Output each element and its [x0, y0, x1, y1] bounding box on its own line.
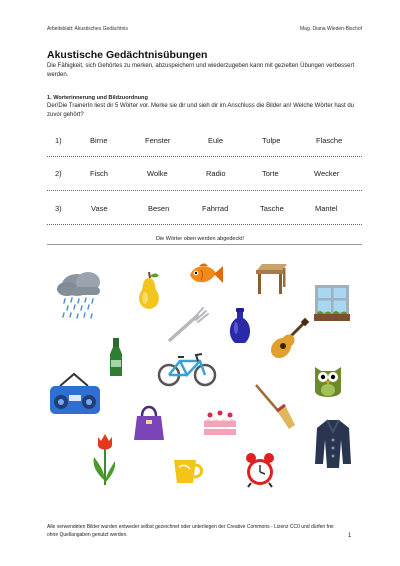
word: Fahrrad	[202, 204, 229, 213]
page-number: 1	[348, 533, 352, 539]
header-left: Arbeitsblatt: Akustisches Gedächtnis	[47, 26, 128, 32]
window-icon	[312, 283, 352, 325]
row-separator	[47, 156, 362, 157]
word: Flasche	[316, 136, 343, 145]
alarm-clock-icon	[243, 451, 277, 489]
broom-icon	[253, 383, 297, 431]
cup-icon	[170, 457, 206, 487]
handbag-icon	[133, 402, 165, 442]
word: Tasche	[260, 204, 284, 213]
word: Fisch	[90, 169, 108, 178]
word-row-3	[47, 204, 362, 216]
cloud-icon	[55, 265, 105, 325]
word: Wolke	[147, 169, 168, 178]
intro-text: Die Fähigkeit, sich Gehörtes zu merken, abzuspeichern und wiederzugeben kann mit gezielten Übungen verbessert werden.	[47, 63, 355, 78]
word-row-1	[47, 136, 362, 148]
task-text: Der/Die TrainerIn liest dir 5 Wörter vor. Merke sie dir und sieh dir im Anschluss die Bilder an! Welche Wörter hast du zuvor gehört?	[47, 103, 355, 118]
page-title: Akustische Gedächtnisübungen	[47, 49, 208, 61]
footer-note: Alle verwendeten Bilder wurden entweder selbst gezeichnet oder unterliegen der Creative Commons - Lizenz CC0 und dürfen frei ohne Quellangaben genutzt werden.	[47, 524, 334, 538]
header-right: Mag. Diana Wieden-Bischof	[300, 26, 362, 32]
owl-icon	[311, 361, 345, 401]
word: Torte	[262, 169, 279, 178]
word: Fenster	[145, 136, 171, 145]
fish-icon	[186, 261, 224, 289]
row-separator	[47, 224, 362, 225]
tulip-icon	[88, 431, 122, 487]
radio-icon	[48, 372, 102, 418]
word-row-2	[47, 169, 362, 181]
row-separator	[47, 190, 362, 191]
word: Besen	[148, 204, 170, 213]
row-number: 3)	[55, 204, 62, 213]
pear-icon	[133, 268, 165, 312]
word: Eule	[208, 136, 224, 145]
word: Mantel	[315, 204, 338, 213]
covered-note: Die Wörter oben werden abgedeckt!	[155, 236, 245, 242]
cake-icon	[201, 405, 239, 439]
word: Vase	[91, 204, 108, 213]
word: Birne	[90, 136, 108, 145]
vase-icon	[227, 306, 253, 346]
word: Radio	[206, 169, 226, 178]
row-number: 2)	[55, 169, 62, 178]
bottle-icon	[106, 336, 126, 378]
row-number: 1)	[55, 136, 62, 145]
coat-icon	[313, 418, 353, 470]
section-divider	[47, 244, 362, 245]
word: Tulpe	[262, 136, 281, 145]
word: Wecker	[314, 169, 340, 178]
bicycle-icon	[156, 351, 220, 389]
table-icon	[253, 262, 289, 296]
section-heading: 1. Worterinnerung und Bildzuordnung	[47, 95, 148, 101]
fork-icon	[165, 304, 211, 344]
guitar-icon	[265, 318, 311, 364]
